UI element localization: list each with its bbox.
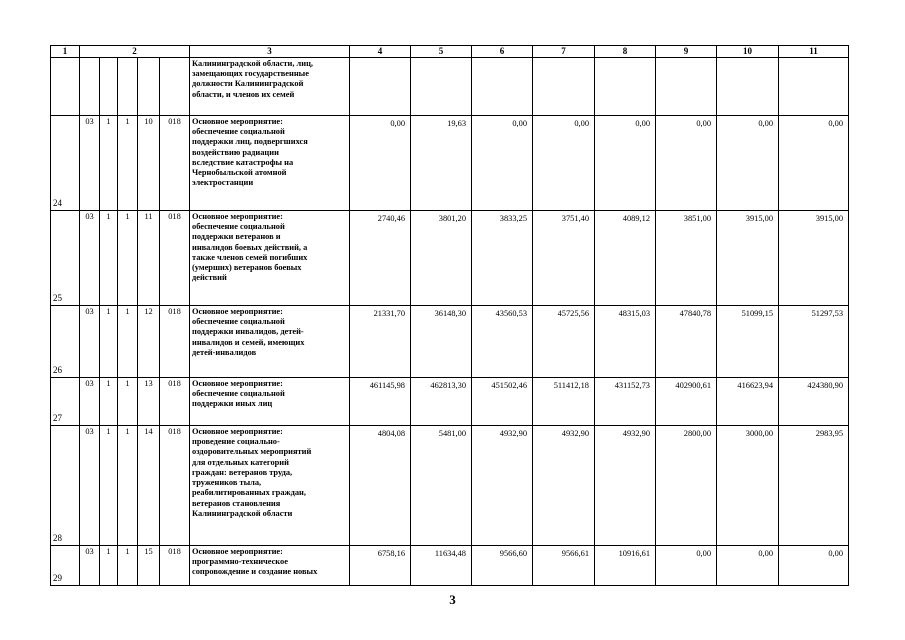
description-cell (190, 57, 350, 115)
value-cell: 3000,00 (717, 425, 779, 545)
value-cell: 431152,73 (595, 377, 656, 425)
code-cell: 03 (80, 377, 100, 425)
row-number: 26 (51, 305, 80, 377)
code-cell (100, 57, 118, 115)
value-cell: 4932,90 (472, 425, 533, 545)
code-cell: 03 (80, 115, 100, 210)
header-col-1: 1 (51, 46, 80, 58)
code-cell: 03 (80, 545, 100, 585)
value-cell: 461145,98 (350, 377, 411, 425)
value-cell: 4089,12 (595, 210, 656, 305)
value-cell: 19,63 (411, 115, 472, 210)
code-cell: 1 (100, 377, 118, 425)
value-cell: 2740,46 (350, 210, 411, 305)
value-cell (411, 57, 472, 115)
description-line: Основное мероприятие: (192, 426, 283, 436)
description-line: поддержки ветеранов и (192, 232, 281, 242)
description-line: программно-техническое (192, 557, 288, 567)
code-cell: 018 (160, 377, 190, 425)
budget-table (50, 45, 849, 586)
description-line: воздействию радиации (192, 147, 279, 157)
value-cell (350, 57, 411, 115)
code-cell: 1 (118, 305, 138, 377)
value-cell: 2983,95 (779, 425, 849, 545)
code-cell (138, 57, 160, 115)
table-row (51, 425, 849, 545)
header-col-9: 9 (656, 46, 717, 58)
row-number: 25 (51, 210, 80, 305)
code-cell: 1 (118, 425, 138, 545)
description-line: Калининградской области (192, 508, 293, 518)
value-cell: 511412,18 (533, 377, 595, 425)
value-cell: 462813,30 (411, 377, 472, 425)
header-col-2: 2 (80, 46, 190, 58)
description-line: вследствие катастрофы на (192, 157, 294, 167)
description-line: (умерших) ветеранов боевых (192, 263, 302, 273)
description-line: инвалидов боевых действий, а (192, 242, 308, 252)
code-cell: 13 (138, 377, 160, 425)
description-line: оздоровительных мероприятий (192, 447, 312, 457)
code-cell: 018 (160, 210, 190, 305)
code-cell: 12 (138, 305, 160, 377)
description-line: граждан: ветеранов труда, (192, 467, 293, 477)
value-cell: 416623,94 (717, 377, 779, 425)
value-cell: 0,00 (656, 115, 717, 210)
value-cell: 0,00 (656, 545, 717, 585)
description-cell (190, 115, 350, 210)
value-cell: 0,00 (533, 115, 595, 210)
description-line: обеспечение социальной (192, 222, 285, 232)
value-cell: 402900,61 (656, 377, 717, 425)
code-cell (80, 57, 100, 115)
header-col-8: 8 (595, 46, 656, 58)
description-line: действий (192, 273, 227, 283)
value-cell: 48315,03 (595, 305, 656, 377)
value-cell: 2800,00 (656, 425, 717, 545)
description-line: проведение социально- (192, 437, 280, 447)
code-cell: 1 (100, 210, 118, 305)
code-cell: 15 (138, 545, 160, 585)
header-col-6: 6 (472, 46, 533, 58)
description-line: также членов семей погибших (192, 252, 308, 262)
description-line: обеспечение социальной (192, 317, 285, 327)
description-line: поддержки инвалидов, детей- (192, 327, 304, 337)
value-cell (717, 57, 779, 115)
code-cell: 1 (118, 115, 138, 210)
value-cell: 9566,60 (472, 545, 533, 585)
value-cell: 45725,56 (533, 305, 595, 377)
value-cell: 451502,46 (472, 377, 533, 425)
header-col-5: 5 (411, 46, 472, 58)
value-cell: 0,00 (717, 545, 779, 585)
code-cell: 1 (118, 210, 138, 305)
description-line: сопровождение и создание новых (192, 567, 318, 577)
table-row (51, 115, 849, 210)
description-line: обеспечение социальной (192, 127, 285, 137)
code-cell: 018 (160, 425, 190, 545)
value-cell: 43560,53 (472, 305, 533, 377)
header-col-11: 11 (779, 46, 849, 58)
value-cell: 0,00 (779, 115, 849, 210)
value-cell: 3751,40 (533, 210, 595, 305)
value-cell: 0,00 (595, 115, 656, 210)
value-cell: 0,00 (350, 115, 411, 210)
table-row (51, 377, 849, 425)
description-line: области, и членов их семей (192, 89, 295, 99)
value-cell: 51099,15 (717, 305, 779, 377)
value-cell: 3915,00 (779, 210, 849, 305)
value-cell (656, 57, 717, 115)
value-cell (533, 57, 595, 115)
description-line: должности Калининградской (192, 79, 304, 89)
code-cell: 1 (118, 377, 138, 425)
description-cell (190, 377, 350, 425)
value-cell (595, 57, 656, 115)
value-cell: 424380,90 (779, 377, 849, 425)
description-line: Основное мероприятие: (192, 211, 283, 221)
code-cell: 03 (80, 425, 100, 545)
description-line: замещающих государственные (192, 69, 309, 79)
page-number: 3 (449, 592, 456, 607)
description-cell (190, 305, 350, 377)
code-cell: 018 (160, 115, 190, 210)
value-cell: 5481,00 (411, 425, 472, 545)
header-row (51, 46, 849, 58)
code-cell: 018 (160, 545, 190, 585)
value-cell: 0,00 (779, 545, 849, 585)
value-cell: 11634,48 (411, 545, 472, 585)
code-cell: 1 (118, 545, 138, 585)
code-cell (118, 57, 138, 115)
description-line: инвалидов и семей, имеющих (192, 337, 305, 347)
code-cell: 018 (160, 305, 190, 377)
value-cell: 3851,00 (656, 210, 717, 305)
description-line: Основное мероприятие: (192, 378, 283, 388)
code-cell: 03 (80, 305, 100, 377)
row-number: 27 (51, 377, 80, 425)
value-cell: 4932,90 (595, 425, 656, 545)
description-line: Основное мероприятие: (192, 546, 283, 556)
description-line: поддержки иных лиц (192, 399, 273, 409)
value-cell (472, 57, 533, 115)
value-cell: 47840,78 (656, 305, 717, 377)
description-line: реабилитированных граждан, (192, 488, 306, 498)
value-cell: 21331,70 (350, 305, 411, 377)
value-cell: 3833,25 (472, 210, 533, 305)
row-number: 24 (51, 115, 80, 210)
description-line: Калининградской области, лиц, (192, 58, 313, 68)
table-row (51, 545, 849, 585)
value-cell: 4804,08 (350, 425, 411, 545)
code-cell: 10 (138, 115, 160, 210)
description-line: Чернобыльской атомной (192, 168, 287, 178)
description-line: Основное мероприятие: (192, 116, 283, 126)
description-line: Основное мероприятие: (192, 306, 283, 316)
value-cell: 0,00 (717, 115, 779, 210)
table-row (51, 305, 849, 377)
description-line: ветеранов становления (192, 498, 281, 508)
table-row (51, 57, 849, 115)
value-cell: 10916,61 (595, 545, 656, 585)
value-cell: 51297,53 (779, 305, 849, 377)
header-col-4: 4 (350, 46, 411, 58)
description-line: детей-инвалидов (192, 347, 257, 357)
value-cell: 4932,90 (533, 425, 595, 545)
header-col-7: 7 (533, 46, 595, 58)
value-cell: 6758,16 (350, 545, 411, 585)
row-number: 29 (51, 545, 80, 585)
code-cell: 03 (80, 210, 100, 305)
description-line: для отдельных категорий (192, 457, 289, 467)
table-row (51, 210, 849, 305)
value-cell: 3801,20 (411, 210, 472, 305)
header-col-10: 10 (717, 46, 779, 58)
description-cell (190, 425, 350, 545)
description-line: поддержки лиц, подвергшихся (192, 137, 308, 147)
code-cell: 1 (100, 545, 118, 585)
code-cell: 1 (100, 425, 118, 545)
description-line: электростанции (192, 178, 254, 188)
code-cell: 1 (100, 305, 118, 377)
value-cell: 9566,61 (533, 545, 595, 585)
code-cell (160, 57, 190, 115)
value-cell: 36148,30 (411, 305, 472, 377)
description-cell (190, 210, 350, 305)
row-number (51, 57, 80, 115)
description-line: тружеников тыла, (192, 478, 262, 488)
description-line: обеспечение социальной (192, 389, 285, 399)
value-cell (779, 57, 849, 115)
row-number: 28 (51, 425, 80, 545)
header-col-3: 3 (190, 46, 350, 58)
code-cell: 1 (100, 115, 118, 210)
value-cell: 0,00 (472, 115, 533, 210)
value-cell: 3915,00 (717, 210, 779, 305)
description-cell (190, 545, 350, 585)
code-cell: 11 (138, 210, 160, 305)
code-cell: 14 (138, 425, 160, 545)
